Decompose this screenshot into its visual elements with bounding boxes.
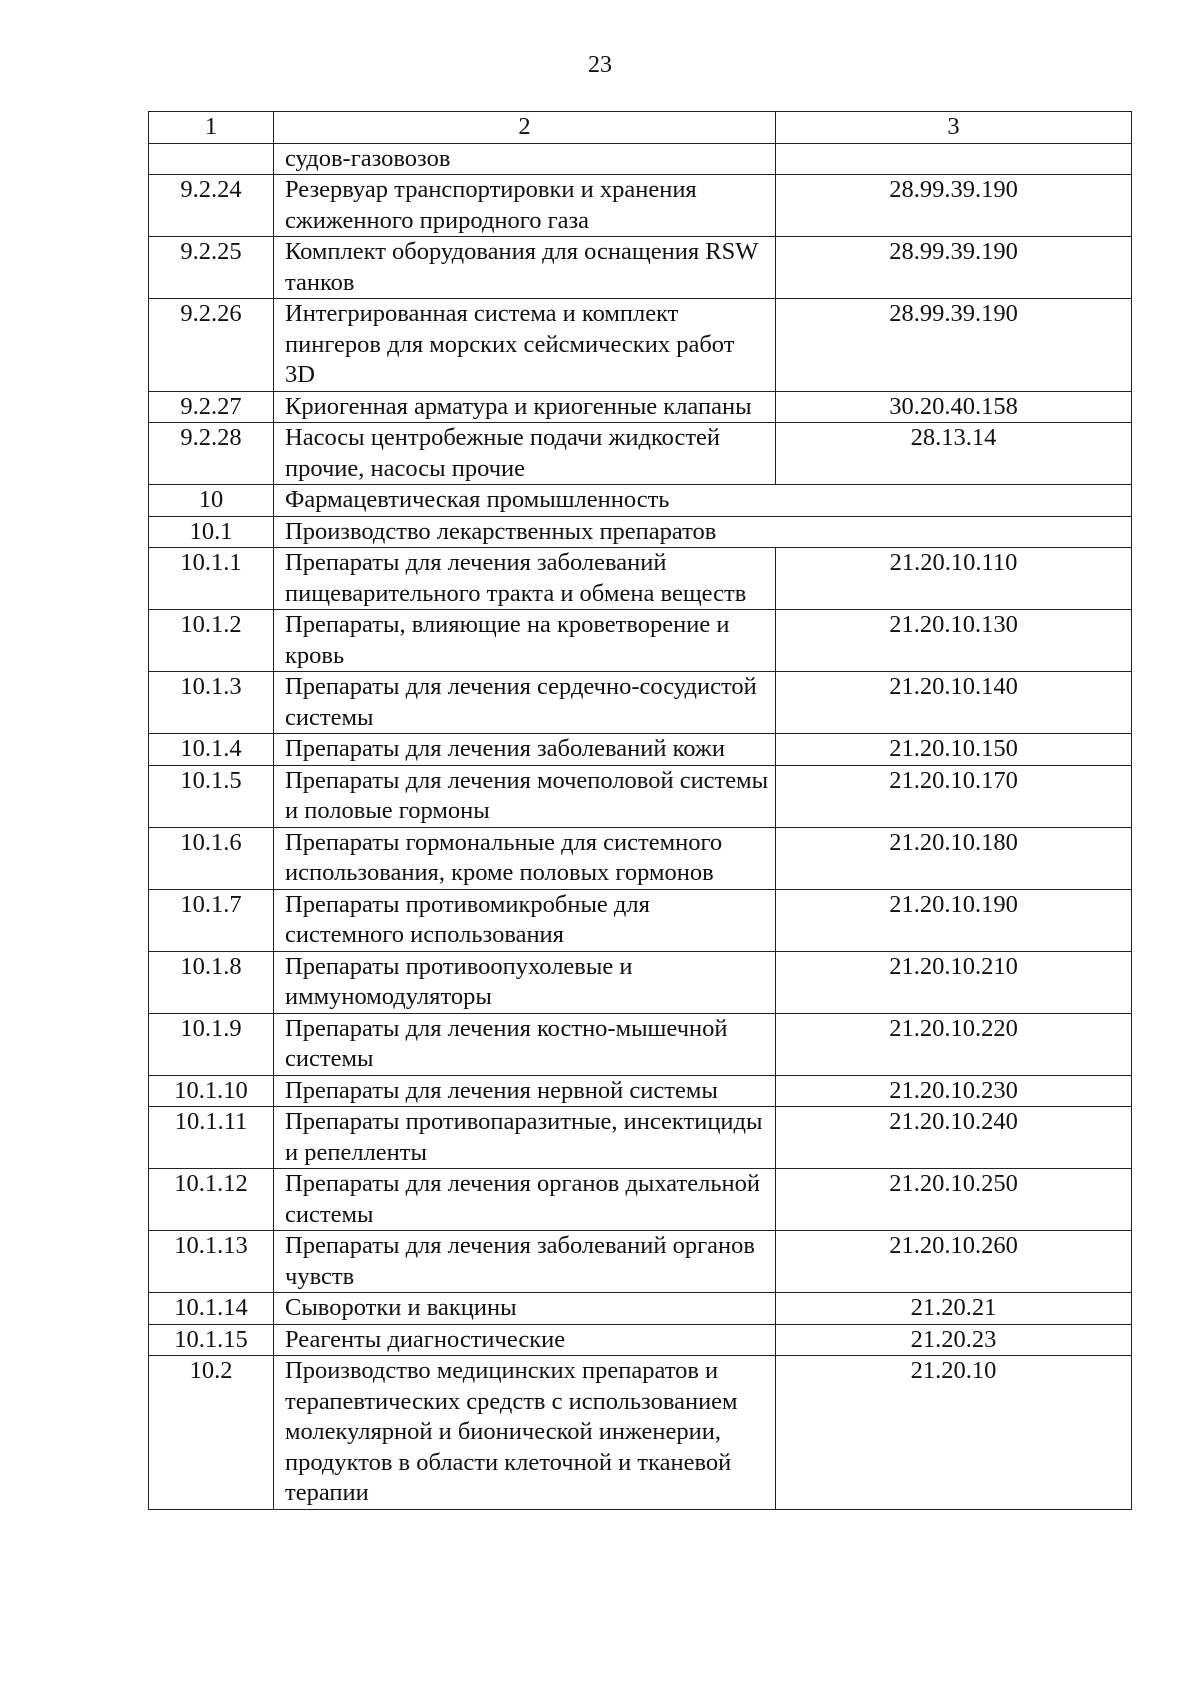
row-number: 10.1.9 <box>149 1013 274 1075</box>
table-row <box>149 827 1132 889</box>
row-number: 9.2.28 <box>149 423 274 485</box>
row-code: 21.20.10 <box>776 1356 1132 1510</box>
row-code: 21.20.10.150 <box>776 734 1132 766</box>
table-row <box>149 548 1132 610</box>
column-header-3: 3 <box>776 112 1132 144</box>
row-name: Производство медицинских препаратов и терапевтических средств с использованием молекулярной и бионической инженерии, продуктов в области клеточной и тканевой терапии <box>274 1356 776 1510</box>
row-name: Препараты для лечения сердечно-сосудистой системы <box>274 672 776 734</box>
row-name: Препараты противомикробные для системного использования <box>274 889 776 951</box>
row-code: 21.20.10.180 <box>776 827 1132 889</box>
table-row <box>149 143 1132 175</box>
table-section-row <box>149 485 1132 517</box>
row-name: Препараты для лечения костно-мышечной системы <box>274 1013 776 1075</box>
row-code: 28.99.39.190 <box>776 299 1132 392</box>
row-name: Препараты для лечения нервной системы <box>274 1075 776 1107</box>
row-number: 10 <box>149 485 274 517</box>
row-number: 10.1.8 <box>149 951 274 1013</box>
table-body <box>149 112 1132 1510</box>
row-number: 10.1 <box>149 516 274 548</box>
row-code: 21.20.23 <box>776 1324 1132 1356</box>
row-code: 21.20.10.140 <box>776 672 1132 734</box>
table-section-row <box>149 516 1132 548</box>
row-number: 9.2.24 <box>149 175 274 237</box>
row-code: 21.20.21 <box>776 1293 1132 1325</box>
row-code: 30.20.40.158 <box>776 391 1132 423</box>
row-code: 28.13.14 <box>776 423 1132 485</box>
row-number: 10.1.1 <box>149 548 274 610</box>
table-row <box>149 734 1132 766</box>
row-code: 21.20.10.260 <box>776 1231 1132 1293</box>
table-row <box>149 1013 1132 1075</box>
table-row <box>149 889 1132 951</box>
row-number: 10.1.11 <box>149 1107 274 1169</box>
table-row <box>149 610 1132 672</box>
table-row <box>149 672 1132 734</box>
row-number: 10.1.2 <box>149 610 274 672</box>
table-row <box>149 1324 1132 1356</box>
row-number: 9.2.27 <box>149 391 274 423</box>
row-code: 21.20.10.170 <box>776 765 1132 827</box>
table-row <box>149 391 1132 423</box>
row-number: 10.1.10 <box>149 1075 274 1107</box>
row-number: 10.1.12 <box>149 1169 274 1231</box>
row-name: Интегрированная система и комплект пингеров для морских сейсмических работ 3D <box>274 299 776 392</box>
table-row <box>149 175 1132 237</box>
row-code: 21.20.10.190 <box>776 889 1132 951</box>
row-name: Препараты для лечения заболеваний органов чувств <box>274 1231 776 1293</box>
row-number: 10.1.3 <box>149 672 274 734</box>
row-code: 21.20.10.240 <box>776 1107 1132 1169</box>
table-row <box>149 1293 1132 1325</box>
row-name: Препараты противопаразитные, инсектициды и репелленты <box>274 1107 776 1169</box>
table-row <box>149 1107 1132 1169</box>
row-code: 21.20.10.110 <box>776 548 1132 610</box>
table-row <box>149 765 1132 827</box>
table-row <box>149 423 1132 485</box>
row-code <box>776 143 1132 175</box>
row-number: 10.1.7 <box>149 889 274 951</box>
table-row <box>149 951 1132 1013</box>
row-code: 28.99.39.190 <box>776 237 1132 299</box>
row-name: Препараты, влияющие на кроветворение и кровь <box>274 610 776 672</box>
row-number: 10.1.6 <box>149 827 274 889</box>
row-number <box>149 143 274 175</box>
row-number: 10.1.4 <box>149 734 274 766</box>
row-code: 21.20.10.130 <box>776 610 1132 672</box>
row-name: Комплект оборудования для оснащения RSW танков <box>274 237 776 299</box>
row-name: Препараты для лечения заболеваний кожи <box>274 734 776 766</box>
column-header-1: 1 <box>149 112 274 144</box>
page-number: 23 <box>588 52 612 78</box>
table-row <box>149 237 1132 299</box>
row-number: 10.1.14 <box>149 1293 274 1325</box>
table-row <box>149 1075 1132 1107</box>
row-number: 10.1.5 <box>149 765 274 827</box>
table-row <box>149 1231 1132 1293</box>
row-name: Сыворотки и вакцины <box>274 1293 776 1325</box>
row-name: Препараты для лечения заболеваний пищеварительного тракта и обмена веществ <box>274 548 776 610</box>
row-number: 10.2 <box>149 1356 274 1510</box>
row-name: судов-газовозов <box>274 143 776 175</box>
row-code: 28.99.39.190 <box>776 175 1132 237</box>
row-number: 9.2.26 <box>149 299 274 392</box>
row-name: Препараты противоопухолевые и иммуномодуляторы <box>274 951 776 1013</box>
row-name: Препараты для лечения мочеполовой системы и половые гормоны <box>274 765 776 827</box>
table-row <box>149 1356 1132 1510</box>
row-number: 10.1.13 <box>149 1231 274 1293</box>
row-code: 21.20.10.230 <box>776 1075 1132 1107</box>
row-code: 21.20.10.220 <box>776 1013 1132 1075</box>
classification-table <box>148 111 1132 1510</box>
row-code: 21.20.10.210 <box>776 951 1132 1013</box>
column-header-2: 2 <box>274 112 776 144</box>
row-name: Производство лекарственных препаратов <box>274 516 1132 548</box>
row-name: Реагенты диагностические <box>274 1324 776 1356</box>
table-header-row <box>149 112 1132 144</box>
row-number: 9.2.25 <box>149 237 274 299</box>
row-code: 21.20.10.250 <box>776 1169 1132 1231</box>
row-name: Фармацевтическая промышленность <box>274 485 1132 517</box>
table-row <box>149 299 1132 392</box>
table-row <box>149 1169 1132 1231</box>
row-name: Препараты для лечения органов дыхательной системы <box>274 1169 776 1231</box>
row-name: Криогенная арматура и криогенные клапаны <box>274 391 776 423</box>
row-name: Препараты гормональные для системного использования, кроме половых гормонов <box>274 827 776 889</box>
row-number: 10.1.15 <box>149 1324 274 1356</box>
row-name: Насосы центробежные подачи жидкостей прочие, насосы прочие <box>274 423 776 485</box>
row-name: Резервуар транспортировки и хранения сжиженного природного газа <box>274 175 776 237</box>
